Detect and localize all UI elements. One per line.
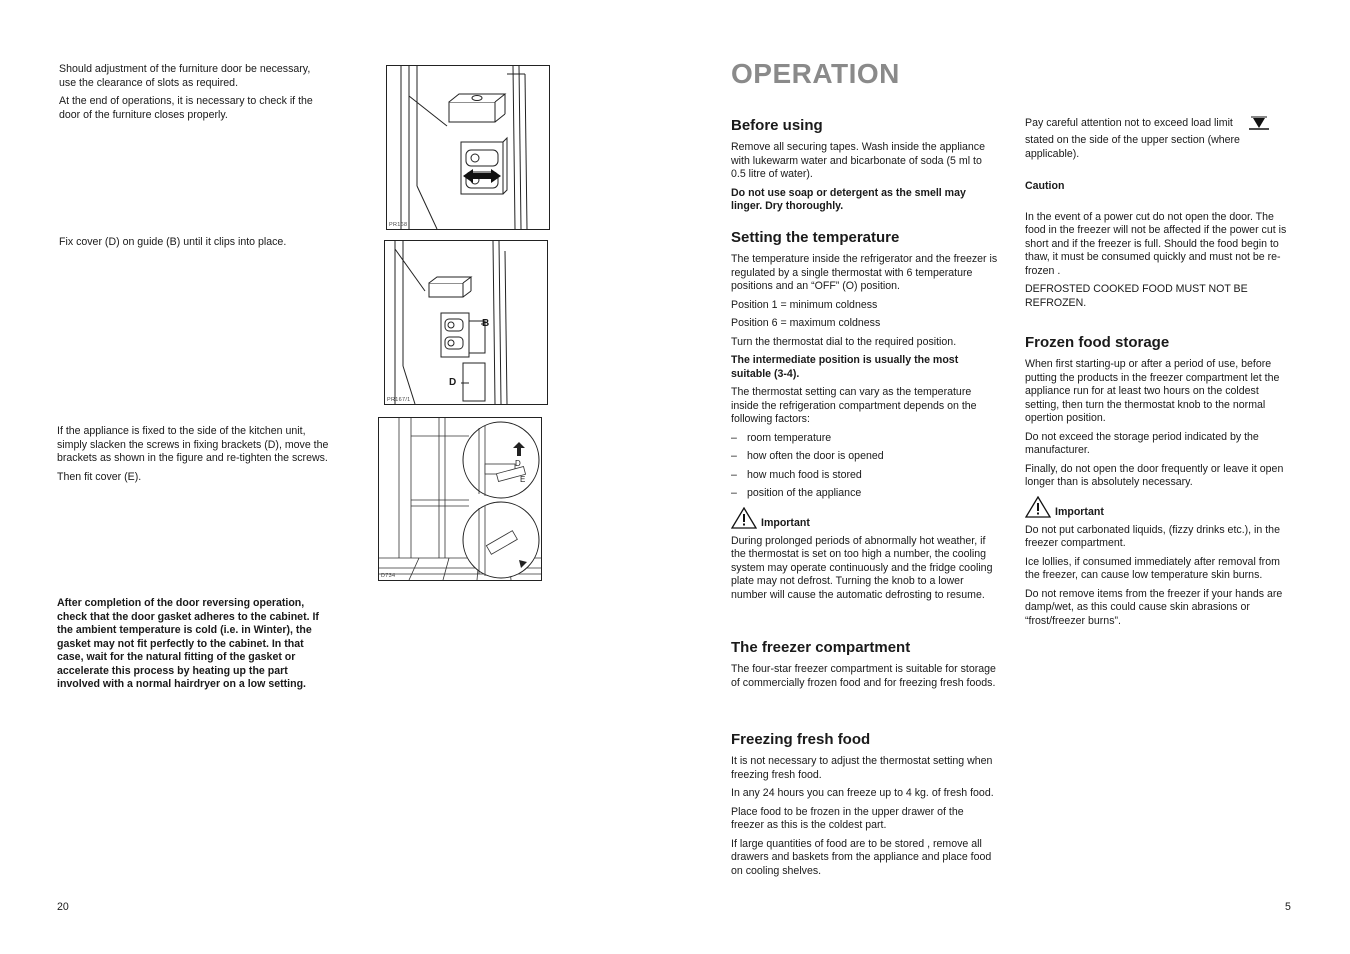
setting-temperature-heading: Setting the temperature	[731, 229, 900, 246]
label-d: D	[515, 459, 521, 468]
four-star-paragraph: The four-star freezer compartment is suitable for storage of commercially frozen food and for freezing fresh foods.	[731, 663, 996, 689]
label-d: D	[449, 377, 457, 388]
figure-code: PR168	[389, 222, 408, 228]
position-1-text: Position 1 = minimum coldness	[731, 298, 878, 311]
check-door-paragraph: At the end of operations, it is necessary to check if the door of the furniture closes properly.	[59, 95, 313, 121]
slacken-screws-paragraph: If the appliance is fixed to the side of the kitchen unit, simply slacken the screws in fixing brackets (D), move the brackets as shown in the figure and re-tighten the screws.	[57, 425, 329, 464]
upper-drawer-paragraph: Place food to be frozen in the upper drawer of the freezer as this is the coldest part.	[731, 805, 964, 831]
storage-period-paragraph: Do not exceed the storage period indicated by the manufacturer.	[1025, 430, 1259, 456]
freezer-compartment-heading: The freezer compartment	[731, 639, 911, 656]
caution-heading: Caution	[1025, 180, 1065, 192]
freezing-fresh-food-section	[731, 731, 999, 883]
position-6-text: Position 6 = maximum coldness	[731, 317, 881, 329]
page-number-left: 20	[57, 901, 69, 913]
factors-intro: The thermostat setting can vary as the temperature inside the refrigeration compartment depends on the following factors:	[731, 386, 977, 425]
intermediate-position-note: The intermediate position is usually the most suitable (3-4).	[731, 354, 959, 380]
factor-list-item: – how much food is stored	[731, 468, 862, 481]
warning-triangle-icon	[731, 507, 757, 529]
before-using-section	[731, 117, 999, 219]
door-open-paragraph: Finally, do not open the door frequently or leave it open longer than is absolutely necessary.	[1025, 462, 1284, 488]
warning-triangle-icon	[1025, 496, 1051, 518]
ice-lollies-paragraph: Ice lollies, if consumed immediately after removal from the freezer, can cause low temperature skin burns.	[1025, 555, 1280, 581]
turn-dial-text: Turn the thermostat dial to the required position.	[731, 335, 957, 348]
cover-guide-figure	[384, 240, 548, 405]
important-label: Important	[761, 516, 810, 529]
important-callout	[731, 507, 999, 529]
fix-cover-text	[59, 236, 329, 255]
starting-up-paragraph: When first starting-up or after a period of use, before putting the products in the freezer compartment let the appliance run for at least two hours on the coldest setting, then turn the thermostat knob to the normal opertion position.	[1025, 358, 1280, 424]
no-adjust-paragraph: It is not necessary to adjust the thermostat setting when freezing fresh food.	[731, 755, 993, 781]
hot-weather-paragraph: During prolonged periods of abnormally hot weather, if the thermostat is set on too high a number, the cooling system may operate continuously and the fridge cooling plate may not defrost. Turning the knob to a lower number will cause the automatic defrosting to resume.	[731, 534, 993, 601]
fixing-brackets-text	[57, 425, 329, 489]
load-limit-icon	[1248, 116, 1270, 130]
important-label: Important	[1055, 505, 1104, 518]
frozen-food-storage-section	[1025, 334, 1293, 633]
defrosted-food-paragraph: DEFROSTED COOKED FOOD MUST NOT BE REFROZEN.	[1025, 283, 1248, 309]
setting-temperature-section	[731, 229, 999, 607]
door-gasket-paragraph: After completion of the door reversing operation, check that the door gasket adheres to the cabinet. If the ambient temperature is cold (i.e. in Winter), the gasket may not fit perfectly to the cabinet. In that case, wait for the natural fitting of the gasket or accelerate this process by heating up the part involved with a normal hairdryer on a low setting.	[57, 597, 319, 690]
power-cut-paragraph: In the event of a power cut do not open the door. The food in the freezer will not be affected if the power cut is short and if the freezer is full. Should the food begin to thaw, it must be consumed quickly and must not be re-frozen .	[1025, 210, 1287, 277]
fix-cover-paragraph: Fix cover (D) on guide (B) until it clips into place.	[59, 236, 287, 248]
thermostat-paragraph: The temperature inside the refrigerator and the freezer is regulated by a single thermostat with 6 temperature positions and an “OFF” (O) position.	[731, 253, 998, 292]
figure-code: PR167/1	[387, 397, 411, 403]
furniture-door-adjustment-text	[59, 63, 321, 127]
caution-section	[1025, 180, 1293, 315]
page-title: OPERATION	[731, 58, 900, 89]
freezing-fresh-food-heading: Freezing fresh food	[731, 731, 871, 748]
load-limit-paragraph: Pay careful attention not to exceed load limit	[1025, 116, 1293, 130]
adjust-door-paragraph: Should adjustment of the furniture door be necessary, use the clearance of slots as required.	[59, 63, 311, 89]
before-using-heading: Before using	[731, 117, 823, 134]
label-e: E	[520, 475, 526, 484]
before-using-paragraph: Remove all securing tapes. Wash inside the appliance with lukewarm water and bicarbonate of soda (5 ml to 0.5 litre of water).	[731, 141, 985, 180]
door-gasket-note	[57, 597, 327, 697]
fit-cover-paragraph: Then fit cover (E).	[57, 470, 142, 483]
fixing-brackets-figure	[378, 417, 542, 581]
factor-list-item: – how often the door is opened	[731, 450, 884, 462]
important-callout	[1025, 496, 1293, 518]
damp-hands-paragraph: Do not remove items from the freezer if your hands are damp/wet, as this could cause skin abrasions or “frost/freezer burns”.	[1025, 587, 1283, 627]
carbonated-liquids-paragraph: Do not put carbonated liquids, (fizzy drinks etc.), in the freezer compartment.	[1025, 523, 1280, 549]
large-quantities-paragraph: If large quantities of food are to be stored , remove all drawers and baskets from the appliance and place food on cooling shelves.	[731, 837, 992, 877]
label-b: B	[482, 318, 490, 329]
door-hinge-adjustment-figure	[386, 65, 550, 230]
upper-section-paragraph: stated on the side of the upper section (where applicable).	[1025, 134, 1240, 160]
factor-list-item: – room temperature	[731, 431, 832, 444]
load-limit-section	[1025, 116, 1293, 166]
factor-list-item: – position of the appliance	[731, 487, 862, 499]
four-kg-paragraph: In any 24 hours you can freeze up to 4 kg. of fresh food.	[731, 787, 994, 799]
frozen-food-storage-heading: Frozen food storage	[1025, 334, 1170, 351]
freezer-compartment-section	[731, 639, 999, 695]
page-number-right: 5	[1285, 901, 1291, 913]
figure-code: D734	[381, 573, 396, 579]
no-soap-note: Do not use soap or detergent as the smell may linger. Dry thoroughly.	[731, 186, 966, 212]
